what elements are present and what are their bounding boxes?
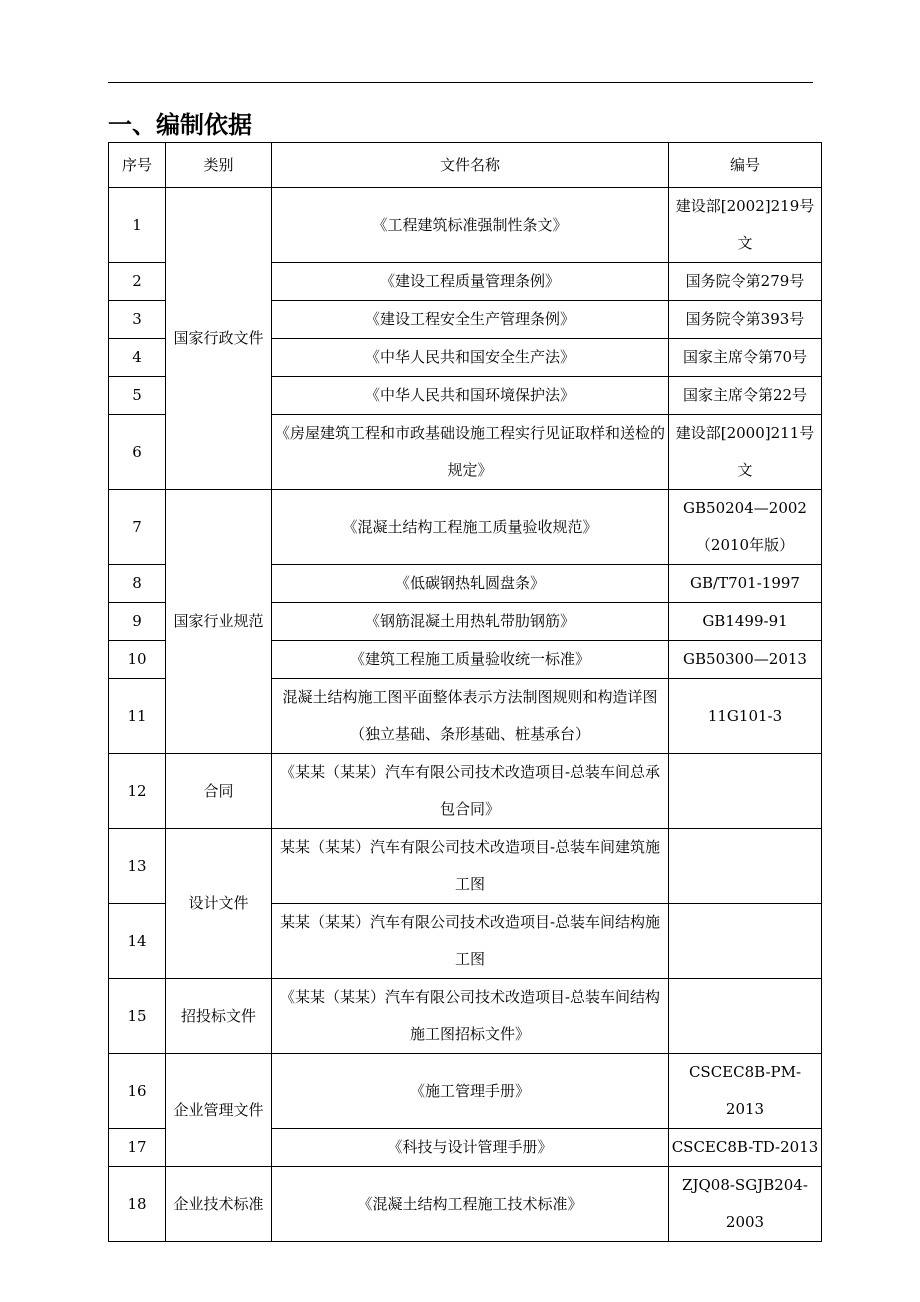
row-no: 2 [109, 263, 166, 301]
category-cell: 企业技术标准 [166, 1167, 272, 1242]
row-no: 16 [109, 1054, 166, 1129]
doc-name: 《某某（某某）汽车有限公司技术改造项目-总装车间结构施工图招标文件》 [272, 979, 669, 1054]
table-row [109, 490, 822, 565]
row-no: 4 [109, 339, 166, 377]
doc-code [669, 754, 822, 829]
doc-code: CSCEC8B-TD-2013 [669, 1129, 822, 1167]
doc-code: GB1499-91 [669, 603, 822, 641]
doc-code [669, 979, 822, 1054]
category-cell: 国家行政文件 [166, 188, 272, 490]
basis-table [108, 142, 822, 1242]
row-no: 7 [109, 490, 166, 565]
table-row [109, 1167, 822, 1242]
doc-name: 《建筑工程施工质量验收统一标准》 [272, 641, 669, 679]
category-cell: 企业管理文件 [166, 1054, 272, 1167]
table-row [109, 829, 822, 904]
doc-name: 《科技与设计管理手册》 [272, 1129, 669, 1167]
category-cell: 国家行业规范 [166, 490, 272, 754]
category-cell: 合同 [166, 754, 272, 829]
table-row [109, 754, 822, 829]
doc-name: 某某（某某）汽车有限公司技术改造项目-总装车间结构施工图 [272, 904, 669, 979]
doc-name: 《建设工程安全生产管理条例》 [272, 301, 669, 339]
category-cell: 招投标文件 [166, 979, 272, 1054]
doc-name: 《钢筋混凝土用热轧带肋钢筋》 [272, 603, 669, 641]
doc-code: 国务院令第393号 [669, 301, 822, 339]
doc-code [669, 904, 822, 979]
doc-name: 《混凝土结构工程施工质量验收规范》 [272, 490, 669, 565]
doc-name: 《建设工程质量管理条例》 [272, 263, 669, 301]
top-rule [108, 82, 813, 83]
doc-name: 《施工管理手册》 [272, 1054, 669, 1129]
row-no: 3 [109, 301, 166, 339]
doc-name: 《混凝土结构工程施工技术标准》 [272, 1167, 669, 1242]
doc-name: 《某某（某某）汽车有限公司技术改造项目-总装车间总承包合同》 [272, 754, 669, 829]
row-no: 6 [109, 415, 166, 490]
doc-code: GB/T701-1997 [669, 565, 822, 603]
doc-code: ZJQ08-SGJB204-2003 [669, 1167, 822, 1242]
row-no: 11 [109, 679, 166, 754]
table-row [109, 1054, 822, 1129]
doc-name: 混凝土结构施工图平面整体表示方法制图规则和构造详图（独立基础、条形基础、桩基承台） [272, 679, 669, 754]
header-no: 序号 [109, 143, 166, 188]
doc-name: 《中华人民共和国安全生产法》 [272, 339, 669, 377]
doc-code: 建设部[2000]211号文 [669, 415, 822, 490]
doc-code: GB50204—2002（2010年版） [669, 490, 822, 565]
table-header-row [109, 143, 822, 188]
doc-name: 《房屋建筑工程和市政基础设施工程实行见证取样和送检的规定》 [272, 415, 669, 490]
doc-code [669, 829, 822, 904]
header-category: 类别 [166, 143, 272, 188]
header-doc-name: 文件名称 [272, 143, 669, 188]
doc-name: 《低碳钢热轧圆盘条》 [272, 565, 669, 603]
row-no: 10 [109, 641, 166, 679]
row-no: 14 [109, 904, 166, 979]
row-no: 5 [109, 377, 166, 415]
row-no: 12 [109, 754, 166, 829]
doc-name: 《中华人民共和国环境保护法》 [272, 377, 669, 415]
doc-code: 国家主席令第22号 [669, 377, 822, 415]
doc-code: 11G101-3 [669, 679, 822, 754]
row-no: 17 [109, 1129, 166, 1167]
category-cell: 设计文件 [166, 829, 272, 979]
doc-code: GB50300—2013 [669, 641, 822, 679]
header-code: 编号 [669, 143, 822, 188]
doc-code: 建设部[2002]219号文 [669, 188, 822, 263]
table-row [109, 979, 822, 1054]
row-no: 9 [109, 603, 166, 641]
row-no: 15 [109, 979, 166, 1054]
section-heading: 一、编制依据 [108, 111, 252, 139]
row-no: 8 [109, 565, 166, 603]
doc-name: 《工程建筑标准强制性条文》 [272, 188, 669, 263]
table-row [109, 188, 822, 263]
doc-code: CSCEC8B-PM-2013 [669, 1054, 822, 1129]
row-no: 13 [109, 829, 166, 904]
row-no: 1 [109, 188, 166, 263]
doc-code: 国务院令第279号 [669, 263, 822, 301]
doc-name: 某某（某某）汽车有限公司技术改造项目-总装车间建筑施工图 [272, 829, 669, 904]
doc-code: 国家主席令第70号 [669, 339, 822, 377]
row-no: 18 [109, 1167, 166, 1242]
